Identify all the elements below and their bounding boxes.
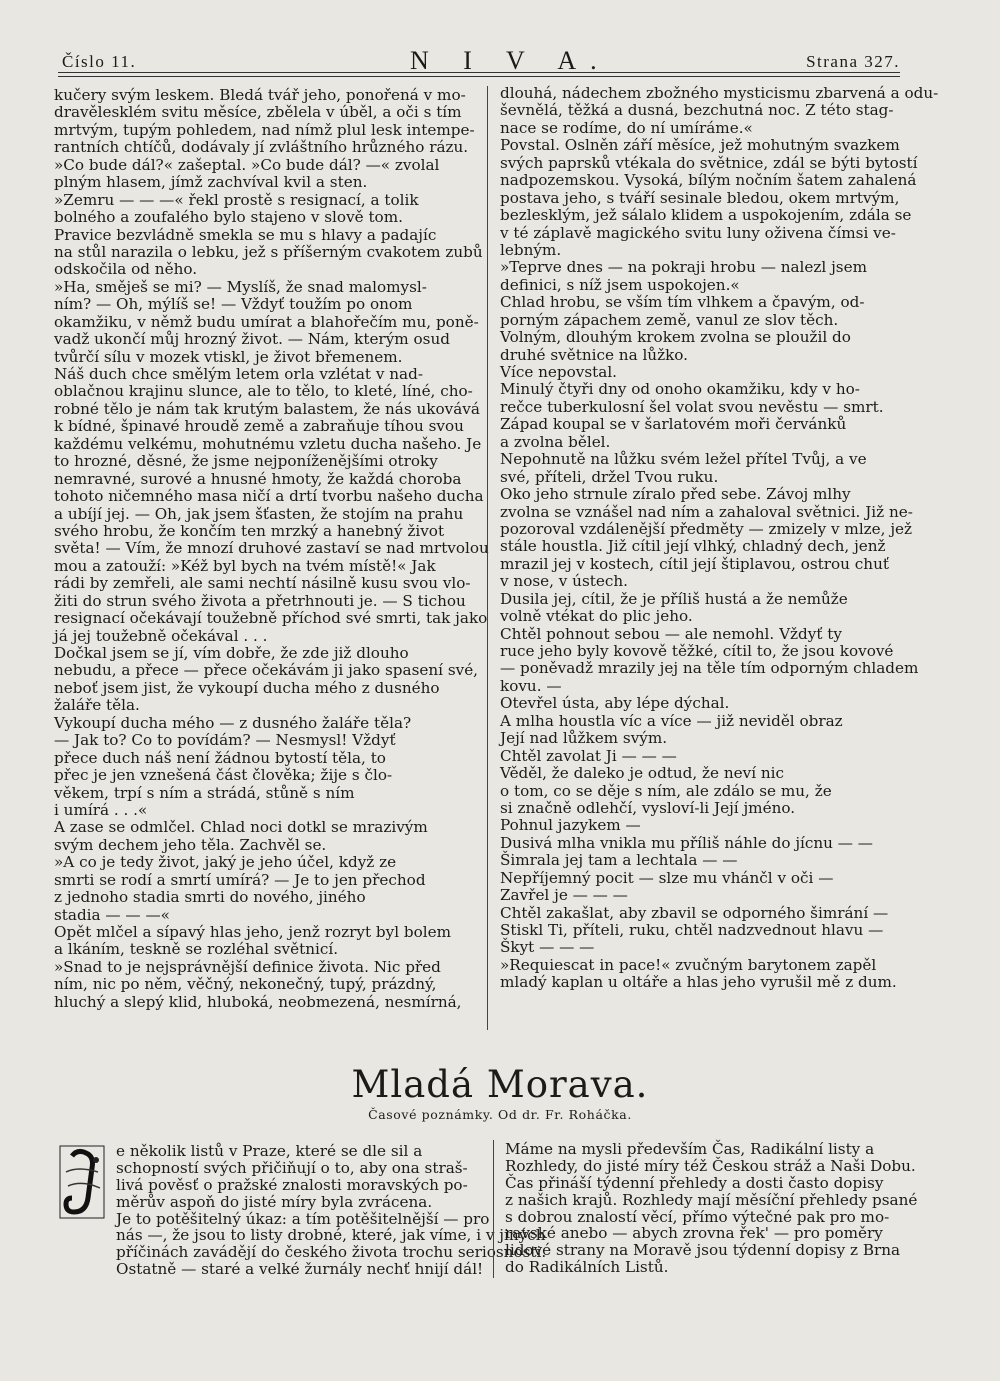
article-title: Mladá Morava. — [351, 1063, 649, 1106]
text-line: lidové strany na Moravě jsou týdenní dopisy z Brna — [505, 1241, 901, 1260]
text-line: okamžiku, v němž budu umírat a blahořečím mu, poně- — [54, 312, 479, 331]
article-column-right — [505, 1140, 918, 1277]
text-line: já jej toužebně očekával . . . — [54, 626, 268, 645]
text-line: žaláře těla. — [54, 696, 140, 715]
text-line: z jednoho stadia smrti do nového, jiného — [54, 888, 366, 907]
text-line: oblačnou krajinu slunce, ale to tělo, to kleté, líné, cho- — [54, 382, 473, 401]
text-line: a ubíjí jej. — Oh, jak jsem šťasten, že stojím na prahu — [54, 504, 464, 523]
text-line: i umírá . . .« — [54, 800, 148, 819]
text-line: s dobrou znalostí věcí, přímo výtečné pak pro mo- — [505, 1207, 890, 1226]
ornamental-letter-j-icon — [58, 1142, 108, 1222]
text-line: Ostatně — staré a velké žurnály nechť hnijí dál! — [116, 1260, 484, 1279]
text-line: Chtěl zakašlat, aby zbavil se odporného šimrání — — [500, 903, 889, 922]
article-column-divider — [493, 1140, 494, 1278]
text-line: Více nepovstal. — [500, 363, 617, 381]
text-line: ruce jeho byly kovově těžké, cítil to, že jsou kovové — [500, 642, 894, 660]
text-line: a zvolna bělel. — [500, 432, 611, 451]
text-line: bezlesklým, jež sálalo klidem a uspokojením, zdála se — [500, 206, 912, 225]
text-line: rečce tuberkulosní šel volat svou nevěstu — smrt. — [500, 397, 884, 416]
text-line: — poněvadž mrazily jej na těle tím odporným chladem — [500, 659, 919, 678]
text-line: »Snad to je nejsprávnější definice života. Nic před — [54, 957, 441, 976]
article-subtitle: Časové poznámky. Od dr. Fr. Roháčka. — [368, 1107, 632, 1122]
text-line: Čas přináší týdenní přehledy a dosti často dopisy — [505, 1173, 884, 1192]
text-line: dravělesklém svitu měsíce, zbělela v úběl, a oči s tím — [54, 103, 462, 122]
text-line: své, příteli, držel Tvou ruku. — [500, 467, 719, 486]
text-line: z našich krajů. Rozhledy mají měsíční přehledy psané — [505, 1190, 918, 1209]
text-line: Věděl, že daleko je odtud, že neví nic — [500, 764, 785, 783]
text-line: svého hrobu, že končím ten mrzký a hanebný život — [54, 521, 445, 540]
text-line: ševnělá, těžká a dusná, bezchutná noc. Z této stag- — [500, 101, 894, 120]
text-line: mladý kaplan u oltáře a hlas jeho vyrušil mě z dum. — [500, 973, 897, 992]
text-line: nemravné, surové a hnusné hmoty, že každá choroba — [54, 469, 462, 488]
text-line: Zavřel je — — — — [500, 886, 628, 905]
text-line: to hrozné, děsné, že jsme nejponíženějšími otroky — [54, 452, 438, 471]
page-header — [60, 46, 900, 74]
text-line: Je to potěšitelný úkaz: a tím potěšitelnější — pro — [116, 1209, 490, 1228]
text-line: tvůrčí sílu v mozek vtiskl, je život břemenem. — [54, 347, 403, 366]
text-line: smrti se rodí a smrtí umírá? — Je to jen přechod — [54, 870, 426, 889]
text-line: Její nad lůžkem svým. — [500, 729, 668, 748]
text-line: k bídné, špinavé hroudě země a zabraňuje tíhou svou — [54, 417, 464, 436]
text-line: vadž ukončí můj hrozný život. — Nám, kterým osud — [54, 330, 450, 349]
text-line: světa! — Vím, že mnozí druhové zastaví se nad mrtvolou — [54, 539, 489, 558]
text-line: Dusila jej, cítil, že je příliš hustá a že nemůže — [500, 589, 848, 608]
text-line: Stiskl Ti, příteli, ruku, chtěl nadzvednout hlavu — — [500, 921, 884, 939]
text-line: Dočkal jsem se jí, vím dobře, že zde již dlouho — [54, 644, 409, 662]
text-line: lebným. — [500, 240, 562, 259]
text-line: »A co je tedy život, jaký je jeho účel, když ze — [54, 853, 397, 872]
text-line: věkem, trpí s ním a strádá, stůně s ním — [54, 783, 355, 802]
text-line: »Ha, směješ se mi? — Myslíš, že snad malomysl- — [54, 277, 427, 296]
text-line: dlouhá, nádechem zbožného mysticismu zbarvená a odu- — [500, 84, 939, 102]
text-line: ravské anebo — abych zrovna řek' — pro poměry — [505, 1224, 883, 1243]
text-line: hluchý a slepý klid, hluboká, neobmezená, nesmírná, — [54, 992, 462, 1011]
text-line: Nepohnutě na lůžku svém ležel přítel Tvůj, a ve — [500, 450, 867, 469]
text-line: žiti do strun svého života a přetrhnouti je. — S tichou — [54, 591, 466, 610]
text-line: Chtěl pohnout sebou — ale nemohl. Vždyť ty — [500, 624, 842, 643]
issue-number: Číslo 11. — [62, 52, 137, 71]
text-line: v nose, v ústech. — [500, 572, 628, 591]
text-line: Šimrala jej tam a lechtala — — — [500, 851, 738, 870]
text-line: o tom, co se děje s ním, ale zdálo se mu, že — [500, 781, 832, 800]
text-line: »Zemru — — —« řekl prostě s resignací, a tolik — [54, 190, 419, 209]
text-line: stadia — — —« — [54, 905, 170, 924]
drop-cap-initial — [58, 1142, 108, 1222]
text-line: »Co bude dál?« zašeptal. »Co bude dál? —« zvolal — [54, 155, 440, 174]
text-line: Povstal. Oslněn září měsíce, jež mohutným svazkem — [500, 136, 900, 155]
text-line: postava jeho, s tváří sesinale bledou, okem mrtvým, — [500, 188, 900, 207]
text-line: Chlad hrobu, se vším tím vlhkem a čpavým, od- — [500, 293, 865, 312]
text-line: přece duch náš není žádnou bytostí těla, to — [54, 748, 386, 767]
page-number: Strana 327. — [806, 52, 900, 71]
text-line: Minulý čtyři dny od onoho okamžiku, kdy v ho- — [500, 380, 860, 399]
text-line: kovu. — — [500, 676, 562, 695]
article-column-left — [116, 1142, 547, 1279]
text-line: neboť jsem jist, že vykoupí ducha mého z dusného — [54, 678, 440, 697]
text-line: svým dechem jeho těla. Zachvěl se. — [54, 835, 327, 854]
text-line: druhé světnice na lůžko. — [500, 345, 688, 364]
text-line: porným zápachem země, vanul ze slov těch. — [500, 310, 839, 329]
text-line: »Teprve dnes — na pokraji hrobu — nalezl jsem — [500, 258, 867, 277]
text-line: nás —, že jsou to listy drobné, které, jak víme, i v jiných — [116, 1226, 546, 1245]
text-line: Náš duch chce smělým letem orla vzlétat v nad- — [54, 365, 423, 383]
text-line: Otevřel ústa, aby lépe dýchal. — [500, 694, 730, 713]
text-line: Vykoupí ducha mého — z dusného žaláře těla? — [54, 713, 412, 732]
text-line: Pravice bezvládně smekla se mu s hlavy a padajíc — [54, 225, 437, 244]
text-line: stále houstla. Již cítil její vlhký, chladný dech, jenž — [500, 537, 886, 556]
text-line: přec je jen vznešená část člověka; žije s člo- — [54, 766, 393, 785]
text-line: měrův aspoň do jisté míry byla zvrácena. — [116, 1192, 433, 1211]
column-divider — [487, 86, 488, 1030]
text-line: na stůl narazila o lebku, jež s příšerným cvakotem zubů — [54, 242, 483, 261]
text-line: Chtěl zavolat Ji — — — — [500, 746, 677, 765]
text-line: Opět mlčel a sípavý hlas jeho, jenž rozryt byl bolem — [54, 923, 452, 941]
text-line: mrazil jej v kostech, cítil její štiplavou, ostrou chuť — [500, 554, 889, 573]
text-line: definici, s níž jsem uspokojen.« — [500, 275, 740, 294]
text-line: robné tělo je nám tak krutým balastem, že nás ukovává — [54, 399, 480, 418]
text-line: schopností svých přičiňují o to, aby ona straš- — [116, 1158, 468, 1177]
text-line: si značně odlehčí, vysloví-li Její jméno. — [500, 798, 796, 817]
masthead-title: N I V A. — [410, 46, 611, 75]
text-line: A zase se odmlčel. Chlad noci dotkl se mrazivým — [54, 818, 428, 837]
text-line: do Radikálních Listů. — [505, 1258, 669, 1277]
text-line: — Jak to? Co to povídám? — Nesmysl! Vždyť — [54, 731, 396, 750]
text-line: livá pověsť o pražské znalosti moravských po- — [116, 1175, 468, 1194]
text-line: a lkáním, teskně se rozléhal světnicí. — [54, 940, 339, 959]
text-line: nace se rodíme, do ní umíráme.« — [500, 118, 753, 137]
text-line: Máme na mysli především Čas, Radikální listy a — [505, 1140, 875, 1158]
text-line: ním, nic po něm, věčný, nekonečný, tupý, prázdný, — [54, 975, 437, 994]
text-line: Rozhledy, do jisté míry též Českou stráž a Naši Dobu. — [505, 1156, 916, 1175]
story-column-left — [54, 86, 489, 1012]
text-line: Západ koupal se v šarlatovém moři červánků — [500, 415, 847, 434]
text-line: e několik listů v Praze, které se dle sil a — [116, 1142, 423, 1160]
header-rule-top — [58, 72, 900, 73]
text-line: tohoto ničemného masa ničí a drtí tvorbu našeho ducha — [54, 487, 484, 506]
text-line: Oko jeho strnule zíralo před sebe. Závoj mlhy — [500, 485, 851, 504]
text-line: Volným, dlouhým krokem zvolna se ploužil do — [500, 328, 851, 347]
text-line: nadpozemskou. Vysoká, bílým nočním šatem zahalená — [500, 171, 917, 190]
text-line: kučery svým leskem. Bledá tvář jeho, ponořená v mo- — [54, 86, 466, 104]
text-line: nebudu, a přece — přece očekávám ji jako spasení své, — [54, 661, 479, 680]
text-line: »Requiescat in pace!« zvučným barytonem zapěl — [500, 955, 877, 974]
text-line: v té záplavě magického svitu luny oživena čímsi ve- — [500, 223, 896, 242]
header-rule-bottom — [58, 76, 900, 77]
text-line: ním? — Oh, mýlíš se! — Vždyť toužím po onom — [54, 295, 413, 314]
text-line: rantních chtíčů, dodávaly jí zvláštního hrůzného rázu. — [54, 138, 469, 157]
text-line: Nepříjemný pocit — slze mu vhánčl v oči — — [500, 868, 834, 887]
text-line: odskočila od něho. — [54, 260, 198, 279]
text-line: rádi by zemřeli, ale sami nechtí násilně kusu svou vlo- — [54, 574, 471, 593]
text-line: plným hlasem, jímž zachvíval kvil a sten. — [54, 173, 368, 192]
text-line: Pohnul jazykem — — [500, 816, 641, 835]
text-line: bolného a zoufalého bylo stajeno v slově tom. — [54, 208, 403, 227]
text-line: Dusivá mlha vnikla mu příliš náhle do jícnu — — — [500, 833, 873, 852]
text-line: příčinách zavádějí do českého života trochu seriosnosti. — [116, 1243, 547, 1262]
story-column-right — [500, 84, 939, 993]
text-line: volně vtékat do plic jeho. — [500, 607, 693, 626]
text-line: mou a zatouží: »Kéž byl bych na tvém místě!« Jak — [54, 556, 436, 575]
text-line: pozoroval vzdálenější předměty — zmizely v mlze, jež — [500, 519, 913, 538]
text-line: mrtvým, tupým pohledem, nad nímž plul lesk intempe- — [54, 120, 475, 139]
text-line: Škyt — — — — [500, 938, 595, 957]
text-line: každému velkému, mohutnému vzletu ducha našeho. Je — [54, 434, 482, 453]
text-line: A mlha houstla víc a více — již neviděl obraz — [500, 711, 843, 730]
text-line: resignací očekávají toužebně příchod své smrti, tak jako — [54, 609, 488, 628]
text-line: svých paprsků vtékala do světnice, zdál se býti bytostí — [500, 153, 918, 172]
text-line: zvolna se vznášel nad ním a zahaloval světnici. Již ne- — [500, 502, 913, 521]
